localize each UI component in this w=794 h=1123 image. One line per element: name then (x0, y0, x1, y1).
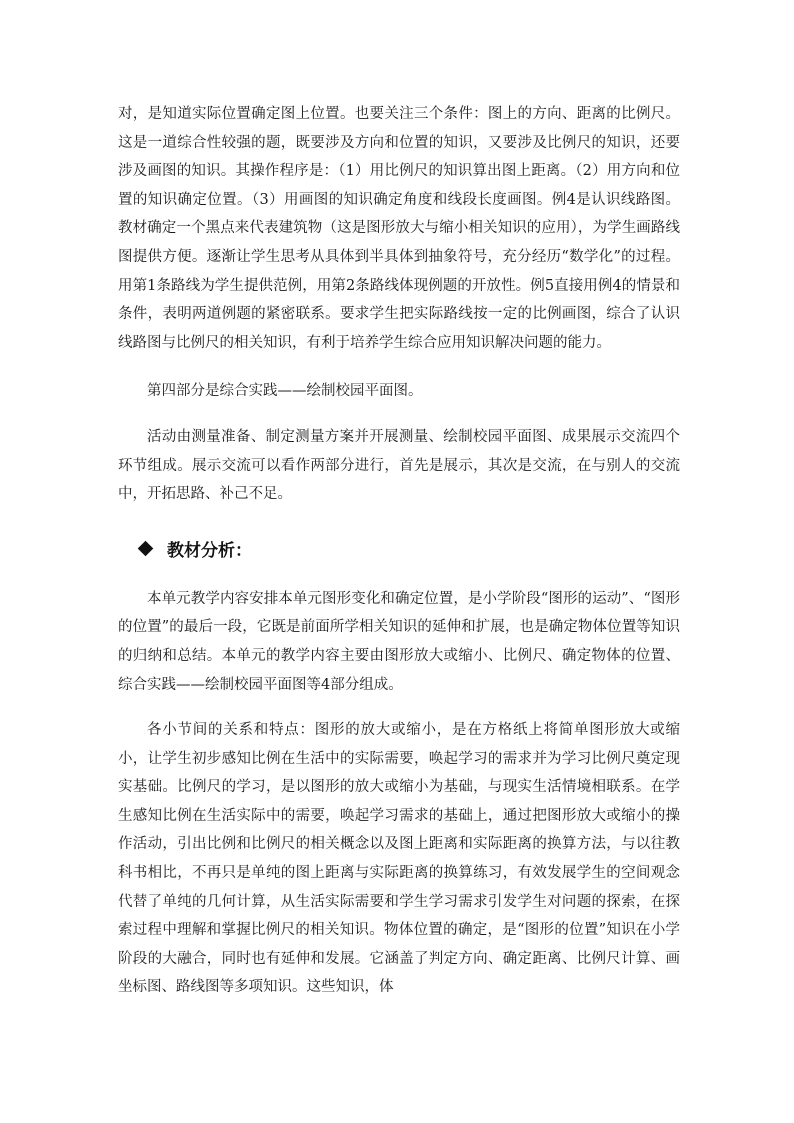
section-heading-text: 教材分析： (167, 540, 252, 561)
paragraph-activity: 活动由测量准备、制定测量方案并开展测量、绘制校园平面图、成果展示交流四个环节组成。展示交流可以看作两部分进行，首先是展示，其次是交流，在与别人的交流中，开拓思路、补己不足。 (118, 428, 680, 503)
paragraph-route-map-analysis: 对，是知道实际位置确定图上位置。也要关注三个条件：图上的方向、距离的比例尺。这是一道综合性较强的题，既要涉及方向和位置的知识，又要涉及比例尺的知识，还要涉及画图的知识。其操作程序是：（1）用比例尺的知识算出图上距离。（2）用方向和位置的知识确定位置。（3）用画图的知识确定角度和线段长度画图。例4是认识线路图。教材确定一个黑点来代表建筑物（这是图形放大与缩小相关知识的应用），为学生画路线图提供方便。逐渐让学生思考从具体到半具体到抽象符号，充分经历“数学化”的过程。用第1条路线为学生提供范例，用第2条路线体现例题的开放性。例5直接用例4的情景和条件，表明两道例题的紧密联系。要求学生把实际路线按一定的比例画图，综合了认识线路图与比例尺的相关知识，有利于培养学生综合应用知识解决问题的能力。 (118, 106, 680, 351)
paragraph-part-four: 第四部分是综合实践——绘制校园平面图。 (147, 383, 423, 400)
document-page (118, 100, 680, 1002)
section-heading (118, 536, 680, 561)
paragraph-unit-overview: 本单元教学内容安排本单元图形变化和确定位置，是小学阶段“图形的运动”、“图形的位置”的最后一段，它既是前面所学相关知识的延伸和扩展，也是确定物体位置等知识的归纳和总结。本单元的教学内容主要由图形放大或缩小、比例尺、确定物体的位置、综合实践——绘制校园平面图等4部分组成。 (118, 590, 680, 693)
diamond-bullet-icon (138, 540, 154, 556)
paragraph-section-relations: 各小节间的关系和特点：图形的放大或缩小，是在方格纸上将简单图形放大或缩小，让学生初步感知比例在生活中的实际需要，唤起学习的需求并为学习比例尺奠定现实基础。比例尺的学习，是以图形的放大或缩小为基础，与现实生活情境相联系。在学生感知比例在生活实际中的需要，唤起学习需求的基础上，通过把图形放大或缩小的操作活动，引出比例和比例尺的相关概念以及图上距离和实际距离的换算方法，与以往教科书相比，不再只是单纯的图上距离与实际距离的换算练习，有效发展学生的空间观念代替了单纯的几何计算，从生活实际需要和学生学习需求引发学生对问题的探索，在探索过程中理解和掌握比例尺的相关知识。物体位置的确定，是“图形的位置”知识在小学阶段的大融合，同时也有延伸和发展。它涵盖了判定方向、确定距离、比例尺计算、画坐标图、路线图等多项知识。这些知识，体 (118, 722, 680, 996)
